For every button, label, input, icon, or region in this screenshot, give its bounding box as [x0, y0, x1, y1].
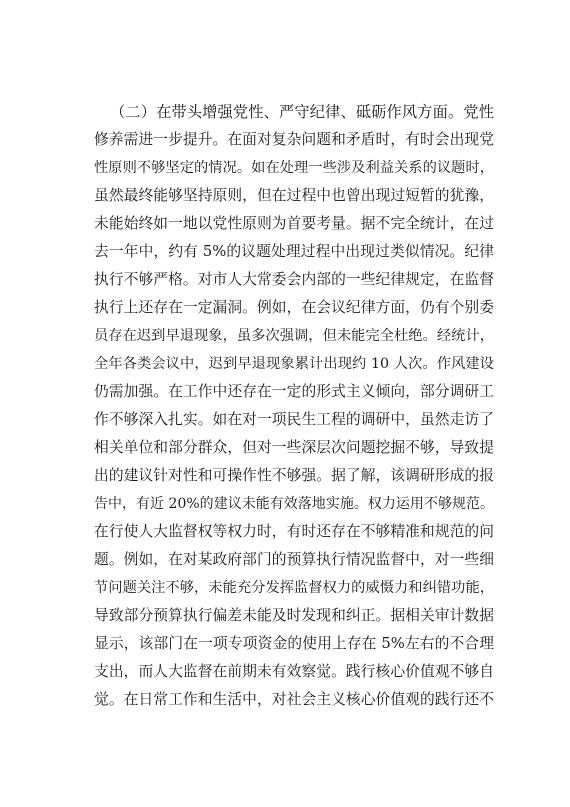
text-line-21: 支出，而人大监督在前期未有效察觉。践行核心价值观不够自 [94, 663, 494, 680]
text-line-13: 相关单位和部分群众，但对一些深层次问题挖掘不够，导致提 [94, 439, 494, 456]
text-line-7: 执行不够严格。对市人大常委会内部的一些纪律规定，在监督 [94, 271, 494, 288]
text-line-11: 仍需加强。在工作中还存在一定的形式主义倾向，部分调研工 [94, 383, 494, 400]
text-line-5: 未能始终如一地以党性原则为首要考量。据不完全统计，在过 [94, 215, 494, 232]
text-line-10: 全年各类会议中，迟到早退现象累计出现约 10 人次。作风建设 [94, 356, 494, 372]
text-line-2: 修养需进一步提升。在面对复杂问题和矛盾时，有时会出现党 [94, 131, 494, 148]
text-line-3: 性原则不够坚定的情况。如在处理一些涉及利益关系的议题时， [94, 160, 494, 176]
text-line-9: 员存在迟到早退现象，虽多次强调，但未能完全杜绝。经统计， [94, 328, 494, 344]
text-line-19: 导致部分预算执行偏差未能及时发现和纠正。据相关审计数据 [94, 607, 494, 624]
text-line-14: 出的建议针对性和可操作性不够强。据了解，该调研形成的报 [94, 467, 494, 484]
text-line-17: 题。例如，在对某政府部门的预算执行情况监督中，对一些细 [94, 551, 494, 568]
text-line-22: 觉。在日常工作和生活中，对社会主义核心价值观的践行还不 [94, 691, 494, 708]
text-line-8: 执行上还存在一定漏洞。例如，在会议纪律方面，仍有个别委 [94, 299, 494, 316]
text-line-15: 告中，有近 20%的建议未能有效落地实施。权力运用不够规范。 [94, 496, 494, 512]
text-line-20: 显示，该部门在一项专项资金的使用上存在 5%左右的不合理 [94, 635, 494, 652]
text-line-12: 作不够深入扎实。如在对一项民生工程的调研中，虽然走访了 [94, 411, 494, 428]
text-line-16: 在行使人大监督权等权力时，有时还存在不够精准和规范的问 [94, 523, 494, 540]
text-line-6: 去一年中，约有 5%的议题处理过程中出现过类似情况。纪律 [94, 243, 494, 260]
text-line-1: （二）在带头增强党性、严守纪律、砥砺作风方面。党性 [110, 103, 494, 121]
text-line-4: 虽然最终能够坚持原则，但在过程中也曾出现过短暂的犹豫， [94, 187, 494, 204]
text-line-18: 节问题关注不够，未能充分发挥监督权力的威慑力和纠错功能， [94, 580, 494, 596]
